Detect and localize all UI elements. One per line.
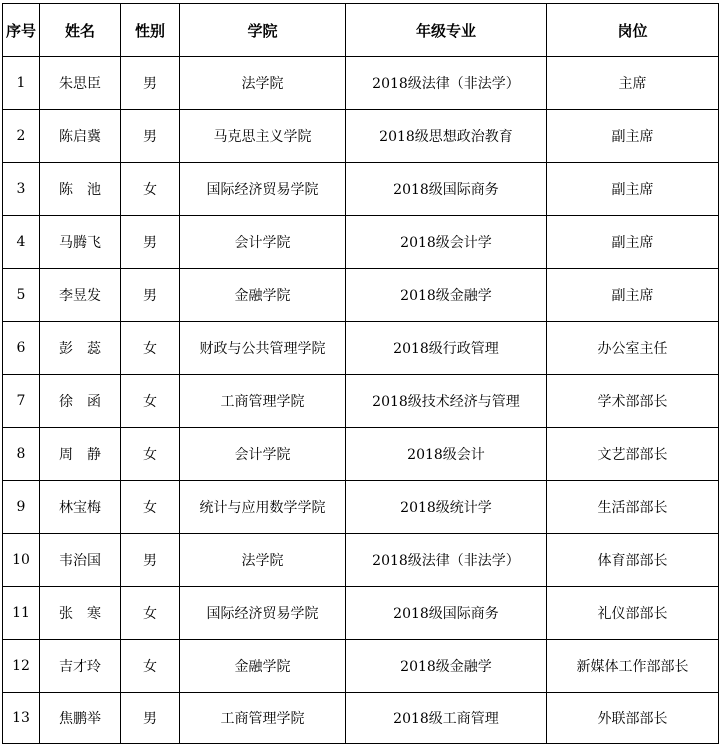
cell-name: 彭 蕊 [40,322,121,375]
cell-post: 副主席 [547,216,719,269]
cell-college: 金融学院 [180,640,346,693]
cell-major: 2018级技术经济与管理 [346,375,547,428]
cell-no: 8 [3,428,40,481]
cell-no: 7 [3,375,40,428]
cell-no: 12 [3,640,40,693]
cell-major: 2018级统计学 [346,481,547,534]
cell-gender: 女 [121,481,180,534]
cell-college: 法学院 [180,57,346,110]
cell-no: 6 [3,322,40,375]
cell-post: 副主席 [547,110,719,163]
table-row [3,57,719,110]
table-row [3,163,719,216]
cell-name: 陈 池 [40,163,121,216]
cell-name: 陈启冀 [40,110,121,163]
cell-gender: 男 [121,269,180,322]
cell-major: 2018级国际商务 [346,587,547,640]
cell-major: 2018级金融学 [346,640,547,693]
cell-name: 徐 函 [40,375,121,428]
cell-college: 金融学院 [180,269,346,322]
table-row [3,481,719,534]
cell-gender: 男 [121,57,180,110]
cell-college: 财政与公共管理学院 [180,322,346,375]
cell-name: 吉才玲 [40,640,121,693]
table-row [3,110,719,163]
cell-no: 5 [3,269,40,322]
cell-post: 副主席 [547,163,719,216]
cell-gender: 男 [121,534,180,587]
table-row [3,269,719,322]
cell-major: 2018级法律（非法学） [346,57,547,110]
cell-major: 2018级金融学 [346,269,547,322]
cell-college: 统计与应用数学学院 [180,481,346,534]
cell-college: 国际经济贸易学院 [180,587,346,640]
cell-name: 焦鹏举 [40,693,121,744]
cell-post: 学术部部长 [547,375,719,428]
cell-post: 文艺部部长 [547,428,719,481]
cell-no: 13 [3,693,40,744]
header-no: 序号 [3,4,40,57]
cell-college: 国际经济贸易学院 [180,163,346,216]
cell-name: 张 寒 [40,587,121,640]
cell-post: 办公室主任 [547,322,719,375]
table-row [3,587,719,640]
cell-no: 3 [3,163,40,216]
header-name: 姓名 [40,4,121,57]
cell-major: 2018级行政管理 [346,322,547,375]
cell-major: 2018级会计 [346,428,547,481]
header-gender: 性别 [121,4,180,57]
cell-post: 外联部部长 [547,693,719,744]
cell-major: 2018级国际商务 [346,163,547,216]
cell-gender: 女 [121,640,180,693]
header-college: 学院 [180,4,346,57]
header-major: 年级专业 [346,4,547,57]
cell-major: 2018级会计学 [346,216,547,269]
cell-name: 周 静 [40,428,121,481]
cell-college: 法学院 [180,534,346,587]
cell-college: 会计学院 [180,428,346,481]
cell-gender: 女 [121,587,180,640]
cell-gender: 男 [121,693,180,744]
cell-college: 马克思主义学院 [180,110,346,163]
table-row [3,428,719,481]
cell-major: 2018级思想政治教育 [346,110,547,163]
cell-gender: 男 [121,216,180,269]
cell-no: 10 [3,534,40,587]
cell-gender: 女 [121,428,180,481]
cell-no: 1 [3,57,40,110]
member-table [2,3,719,744]
cell-college: 会计学院 [180,216,346,269]
header-row [3,4,719,57]
cell-gender: 女 [121,322,180,375]
cell-name: 朱思臣 [40,57,121,110]
cell-gender: 男 [121,110,180,163]
cell-no: 11 [3,587,40,640]
table-row [3,216,719,269]
cell-post: 生活部部长 [547,481,719,534]
cell-major: 2018级法律（非法学） [346,534,547,587]
table-row [3,375,719,428]
table-row [3,322,719,375]
cell-post: 新媒体工作部部长 [547,640,719,693]
cell-name: 林宝梅 [40,481,121,534]
cell-post: 主席 [547,57,719,110]
table-row [3,693,719,744]
cell-name: 马腾飞 [40,216,121,269]
cell-no: 4 [3,216,40,269]
cell-no: 2 [3,110,40,163]
cell-gender: 女 [121,163,180,216]
header-post: 岗位 [547,4,719,57]
cell-college: 工商管理学院 [180,375,346,428]
cell-name: 韦治国 [40,534,121,587]
cell-name: 李昱发 [40,269,121,322]
cell-college: 工商管理学院 [180,693,346,744]
cell-gender: 女 [121,375,180,428]
cell-post: 体育部部长 [547,534,719,587]
cell-post: 副主席 [547,269,719,322]
table-row [3,534,719,587]
cell-major: 2018级工商管理 [346,693,547,744]
cell-no: 9 [3,481,40,534]
cell-post: 礼仪部部长 [547,587,719,640]
table-row [3,640,719,693]
